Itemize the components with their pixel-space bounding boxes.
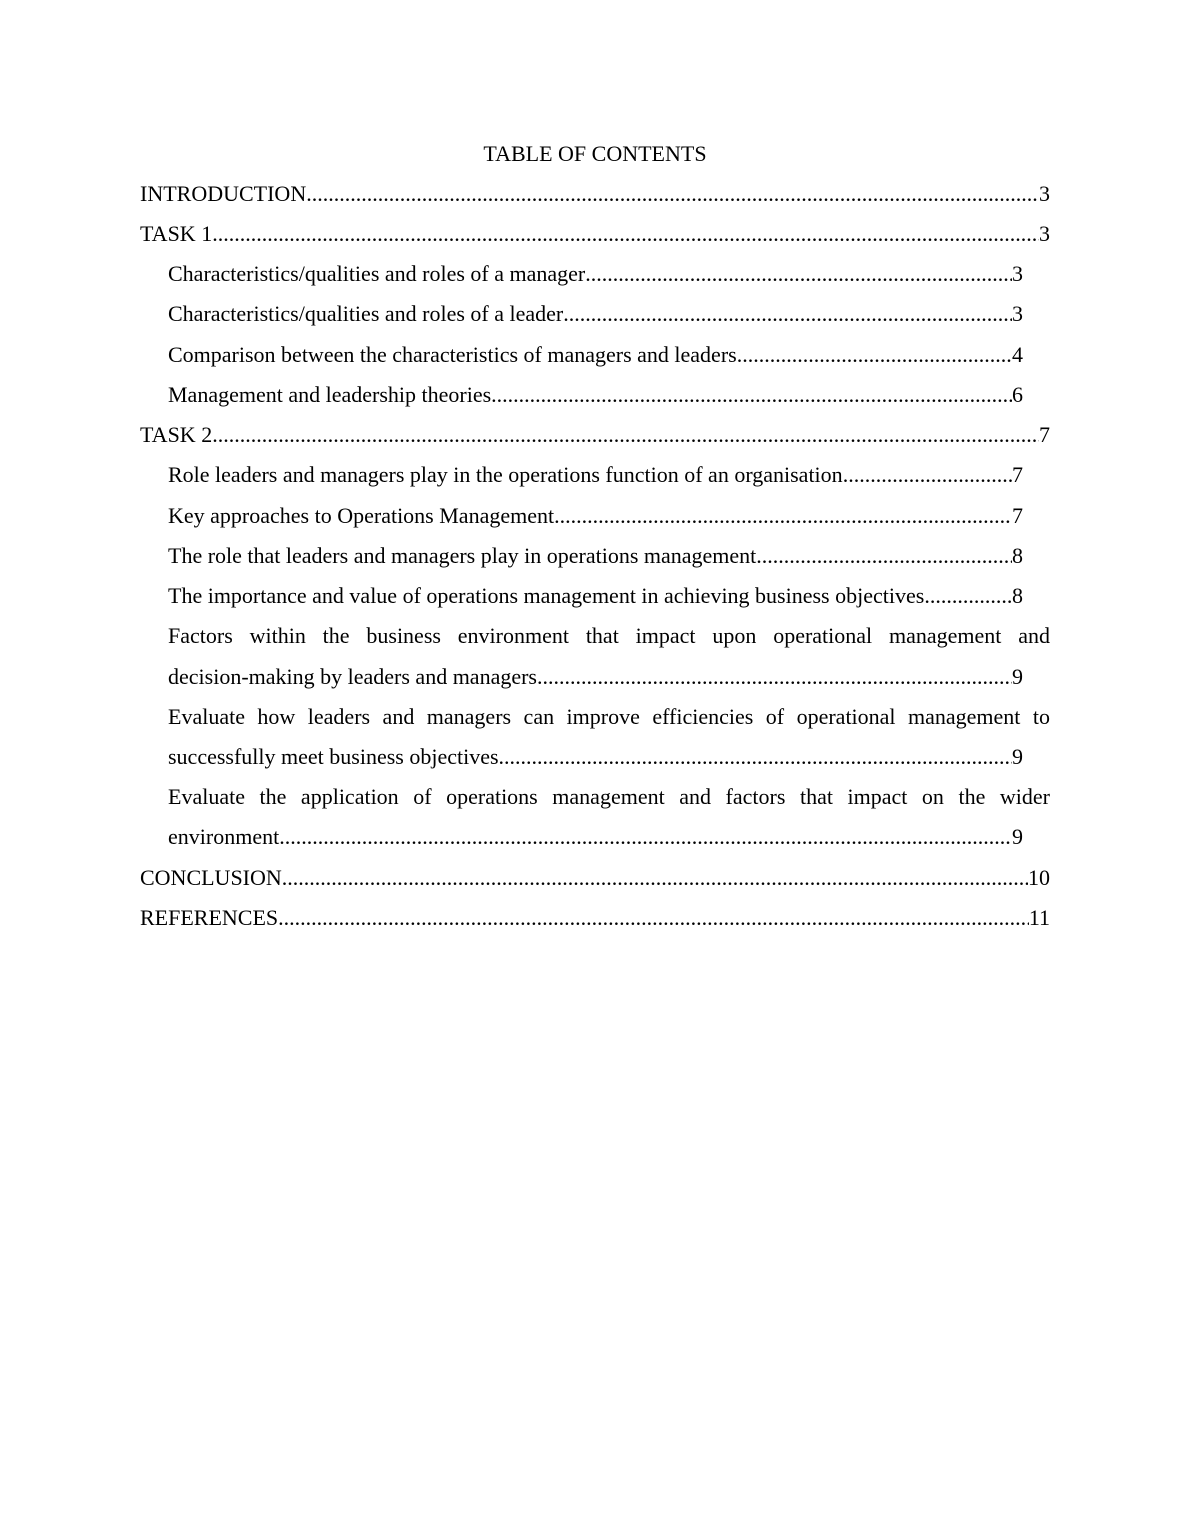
toc-entry-factors[interactable] xyxy=(168,662,1023,692)
toc-page-number: 3 xyxy=(1012,261,1023,286)
toc-page-number: 6 xyxy=(1012,382,1023,407)
dot-leader xyxy=(282,863,1028,893)
toc-page-number: 8 xyxy=(1012,583,1023,608)
toc-entry-conclusion[interactable] xyxy=(140,863,1050,893)
toc-entry-label: TASK 1 xyxy=(140,221,213,246)
dot-leader xyxy=(278,903,1029,933)
dot-leader xyxy=(585,259,1012,289)
dot-leader xyxy=(843,460,1012,490)
dot-leader xyxy=(279,822,1012,852)
toc-entry-application[interactable] xyxy=(168,822,1023,852)
toc-entry-label: environment xyxy=(168,824,280,849)
toc-entry-label: decision-making by leaders and managers xyxy=(168,664,537,689)
dot-leader xyxy=(554,501,1012,531)
toc-page-number: 3 xyxy=(1039,221,1050,246)
toc-page-number: 3 xyxy=(1012,301,1023,326)
toc-page-number: 7 xyxy=(1039,422,1050,447)
toc-page-number: 9 xyxy=(1012,744,1023,769)
toc-entry-theories[interactable] xyxy=(168,380,1023,410)
dot-leader xyxy=(491,380,1012,410)
toc-entry-label: Key approaches to Operations Management xyxy=(168,503,555,528)
toc-entry-label: CONCLUSION xyxy=(140,865,282,890)
dot-leader xyxy=(737,340,1012,370)
toc-entry-label: Characteristics/qualities and roles of a manager xyxy=(168,261,586,286)
toc-entry-application-line-1[interactable] xyxy=(168,782,1050,812)
toc-entry-label: REFERENCES xyxy=(140,905,279,930)
toc-entry-introduction[interactable] xyxy=(140,179,1050,209)
toc-page-number: 9 xyxy=(1012,824,1023,849)
toc-page-number: 4 xyxy=(1012,342,1023,367)
toc-entry-label: Comparison between the characteristics of managers and leaders xyxy=(168,342,737,367)
toc-entry-label-line-1: Evaluate the application of operations management and factors that impact on the wider xyxy=(168,784,1050,809)
toc-entry-factors-line-1[interactable] xyxy=(168,621,1050,651)
dot-leader xyxy=(537,662,1012,692)
toc-entry-label-line-1: Factors within the business environment that impact upon operational management and xyxy=(168,623,1050,648)
dot-leader xyxy=(306,179,1039,209)
dot-leader xyxy=(212,420,1039,450)
toc-entry-label: TASK 2 xyxy=(140,422,213,447)
dot-leader xyxy=(756,541,1012,571)
toc-page-number: 7 xyxy=(1012,503,1023,528)
toc-entry-efficiencies-line-1[interactable] xyxy=(168,702,1050,732)
toc-entry-label: Management and leadership theories xyxy=(168,382,492,407)
dot-leader xyxy=(212,219,1039,249)
dot-leader xyxy=(499,742,1012,772)
toc-entry-label-line-1: Evaluate how leaders and managers can improve efficiencies of operational management to xyxy=(168,704,1050,729)
dot-leader xyxy=(924,581,1012,611)
toc-entry-label: Role leaders and managers play in the operations function of an organisation xyxy=(168,462,843,487)
toc-entry-leader-characteristics[interactable] xyxy=(168,299,1023,329)
toc-title: TABLE OF CONTENTS xyxy=(483,141,707,166)
toc-entry-task-2[interactable] xyxy=(140,420,1050,450)
toc-entry-key-approaches[interactable] xyxy=(168,501,1023,531)
toc-entry-label: INTRODUCTION xyxy=(140,181,307,206)
toc-entry-role-in-operations[interactable] xyxy=(168,541,1023,571)
toc-entry-importance-value[interactable] xyxy=(168,581,1023,611)
toc-page-number: 8 xyxy=(1012,543,1023,568)
toc-page-number: 7 xyxy=(1012,462,1023,487)
toc-entry-efficiencies[interactable] xyxy=(168,742,1023,772)
dot-leader xyxy=(563,299,1012,329)
toc-entry-task-1[interactable] xyxy=(140,219,1050,249)
toc-entry-label: The importance and value of operations management in achieving business objectives xyxy=(168,583,925,608)
toc-entry-label: successfully meet business objectives xyxy=(168,744,499,769)
toc-entry-label: Characteristics/qualities and roles of a leader xyxy=(168,301,564,326)
toc-entry-comparison[interactable] xyxy=(168,340,1023,370)
toc-entry-manager-characteristics[interactable] xyxy=(168,259,1023,289)
toc-entry-label: The role that leaders and managers play in operations management xyxy=(168,543,757,568)
toc-entry-references[interactable] xyxy=(140,903,1050,933)
toc-page-number: 9 xyxy=(1012,664,1023,689)
toc-entry-operations-function-role[interactable] xyxy=(168,460,1023,490)
toc-page-number: 10 xyxy=(1028,865,1050,890)
toc-page-number: 11 xyxy=(1028,905,1050,930)
toc-page-number: 3 xyxy=(1039,181,1050,206)
